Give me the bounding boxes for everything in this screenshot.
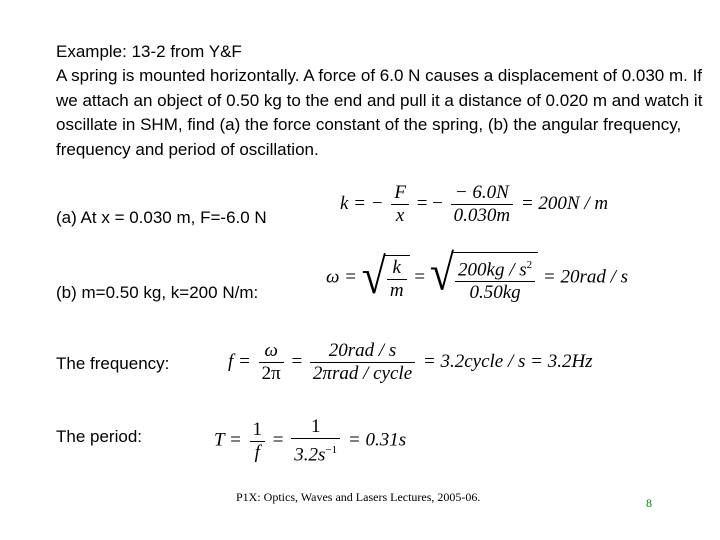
freq-mid: = <box>291 350 303 372</box>
omega-result: = 20rad / s <box>542 266 629 288</box>
omega-sqrt-1: √ $\frac{k}{m}$ <box>362 255 410 302</box>
equation-frequency <box>228 340 593 385</box>
part-b-label: (b) m=0.50 kg, k=200 N/m: <box>56 283 259 302</box>
equation-omega <box>326 244 629 305</box>
period-lhs: T = <box>214 429 242 451</box>
period-result: = 0.31s <box>347 429 407 451</box>
freq-fraction-2: $\frac{\text{20rad / s}}{\text{2πrad / cycle}}$ <box>310 340 415 385</box>
frequency-label: The frequency: <box>56 354 170 373</box>
part-a-label: (a) At x = 0.030 m, F=-6.0 N <box>56 208 267 227</box>
omega-sqrt-2: √ $\frac{200kg / s^2}{0.50kg}$ <box>430 252 538 304</box>
omega-mid: = <box>414 266 426 288</box>
page-number: 8 <box>646 496 652 510</box>
period-mid: = <box>272 429 284 451</box>
equation-k <box>340 182 608 227</box>
period-label: The period: <box>56 427 142 446</box>
problem-statement: A spring is mounted horizontally. A force of 6.0 N causes a displacement of 0.030 m. If we attach an object of 0.50 kg to the end and pull it a distance of 0.020 m and watch it oscillate in SHM, find (a) the force constant of the spring, (b) the angular frequency, frequency and period of oscillation. <box>56 66 703 159</box>
omega-lhs: ω = <box>326 266 357 288</box>
slide-title: Example: 13-2 from Y&F <box>56 42 242 61</box>
k-result: = 200N / m <box>520 192 609 214</box>
footer-text: P1X: Optics, Waves and Lasers Lectures, 2005-06. <box>236 490 481 504</box>
k-fraction-1: $\frac{F}{x}$ <box>391 182 409 227</box>
k-lhs: k = − <box>340 192 384 214</box>
freq-lhs: f = <box>228 350 251 372</box>
period-fraction-1: $\frac{1}{f}$ <box>250 419 266 464</box>
freq-fraction-1: $\frac{\omega}{2\pi}$ <box>259 340 284 385</box>
period-fraction-2: $\frac{1}{3.2s^{-1}}$ <box>291 416 340 466</box>
k-fraction-2: $\frac{- 6.0N}{0.030m}$ <box>451 182 513 227</box>
equation-period <box>214 416 406 466</box>
k-mid: = − <box>416 192 443 214</box>
freq-result: = 3.2cycle / s = 3.2Hz <box>422 350 593 372</box>
